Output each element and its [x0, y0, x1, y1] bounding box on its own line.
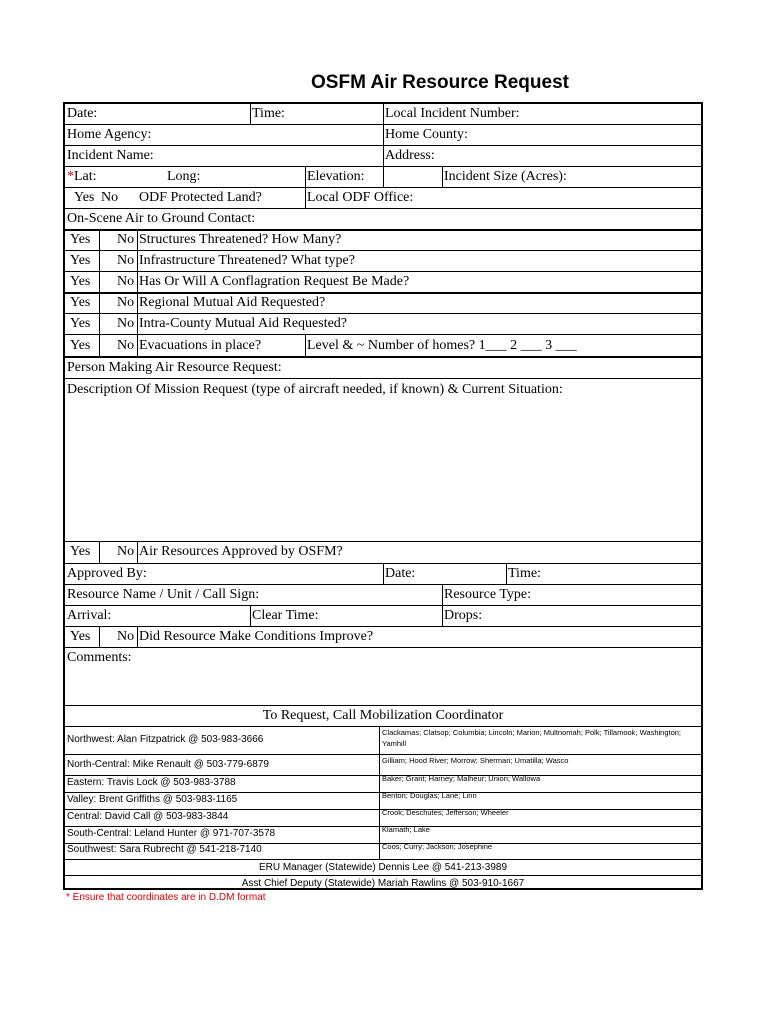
person-making-request-label: Person Making Air Resource Request:	[67, 360, 282, 375]
yes-option[interactable]: Yes	[74, 190, 95, 205]
eru-manager-contact: ERU Manager (Statewide) Dennis Lee @ 541-213-3989	[258, 862, 508, 873]
evacuations-question: Evacuations in place?	[139, 338, 262, 353]
no-option[interactable]: No	[117, 253, 135, 268]
odf-protected-land-label: ODF Protected Land?	[139, 190, 262, 205]
regional-aid-question: Regional Mutual Aid Requested?	[139, 295, 326, 310]
no-option[interactable]: No	[117, 316, 135, 331]
coordinator-heading: To Request, Call Mobilization Coordinator	[262, 708, 504, 723]
date-label: Date:	[67, 106, 98, 121]
yes-option[interactable]: Yes	[70, 338, 91, 353]
air-resources-approved-label: Air Resources Approved by OSFM?	[139, 544, 343, 559]
yes-option[interactable]: Yes	[70, 629, 91, 644]
counties-northwest: Clackamas; Clatsop; Columbia; Lincoln; Marion; Multnomah; Polk; Tillamook; Washington; Yamhill	[382, 728, 682, 748]
no-option[interactable]: No	[117, 295, 135, 310]
no-option[interactable]: No	[117, 338, 135, 353]
address-label: Address:	[385, 148, 435, 163]
approved-date-label: Date:	[385, 566, 416, 581]
no-option[interactable]: No	[117, 232, 135, 247]
mission-description-label: Description Of Mission Request (type of aircraft needed, if known) & Current Situation:	[67, 382, 563, 397]
arrival-label: Arrival:	[67, 608, 112, 623]
contact-northwest: Northwest: Alan Fitzpatrick @ 503-983-3666	[67, 734, 264, 745]
clear-time-label: Clear Time:	[252, 608, 319, 623]
incident-size-label: Incident Size (Acres):	[444, 169, 567, 184]
conflagration-question: Has Or Will A Conflagration Request Be Made?	[139, 274, 410, 289]
contact-eastern: Eastern: Travis Lock @ 503-983-3788	[67, 777, 236, 788]
evacuation-level-question: Level & ~ Number of homes? 1___ 2 ___ 3 ___	[307, 338, 577, 353]
yes-option[interactable]: Yes	[70, 232, 91, 247]
page-title: OSFM Air Resource Request	[311, 72, 569, 93]
required-star: *	[67, 169, 74, 184]
counties-valley: Benton; Douglas; Lane; Linn	[382, 791, 477, 800]
counties-southwest: Coos; Curry; Jackson; Josephine	[382, 842, 493, 851]
counties-north-central: Gilliam; Hood River; Morrow; Sherman; Umatilla; Wasco	[382, 756, 569, 765]
incident-name-label: Incident Name:	[67, 148, 154, 163]
intra-county-aid-question: Intra-County Mutual Aid Requested?	[139, 316, 348, 331]
yes-option[interactable]: Yes	[70, 253, 91, 268]
yes-option[interactable]: Yes	[70, 544, 91, 559]
contact-valley: Valley: Brent Griffiths @ 503-983-1165	[67, 794, 238, 805]
contact-southwest: Southwest: Sara Rubrecht @ 541-218-7140	[67, 844, 262, 855]
yes-option[interactable]: Yes	[70, 316, 91, 331]
resource-name-label: Resource Name / Unit / Call Sign:	[67, 587, 260, 602]
contact-south-central: South-Central: Leland Hunter @ 971-707-3578	[67, 828, 276, 839]
no-option[interactable]: No	[117, 274, 135, 289]
time-label: Time:	[252, 106, 285, 121]
local-odf-office-label: Local ODF Office:	[307, 190, 414, 205]
asst-chief-contact: Asst Chief Deputy (Statewide) Mariah Rawlins @ 503-910-1667	[241, 878, 525, 889]
approved-time-label: Time:	[508, 566, 541, 581]
comments-label: Comments:	[67, 650, 132, 665]
drops-label: Drops:	[444, 608, 483, 623]
elevation-label: Elevation:	[307, 169, 365, 184]
contact-central: Central: David Call @ 503-983-3844	[67, 811, 229, 822]
infrastructure-question: Infrastructure Threatened? What type?	[139, 253, 355, 268]
home-agency-label: Home Agency:	[67, 127, 152, 142]
approved-by-label: Approved By:	[67, 566, 147, 581]
no-option[interactable]: No	[117, 544, 135, 559]
counties-central: Crook; Deschutes; Jefferson; Wheeler	[382, 808, 509, 817]
no-option[interactable]: No	[101, 190, 119, 205]
yes-option[interactable]: Yes	[70, 295, 91, 310]
lat-label: *Lat:	[67, 169, 97, 184]
long-label: Long:	[167, 169, 201, 184]
no-option[interactable]: No	[117, 629, 135, 644]
coordinate-format-note: * Ensure that coordinates are in D.DM format	[66, 892, 266, 903]
yes-option[interactable]: Yes	[70, 274, 91, 289]
request-form	[63, 102, 703, 890]
counties-south-central: Klamath; Lake	[382, 825, 430, 834]
local-incident-number-label: Local Incident Number:	[385, 106, 520, 121]
counties-eastern: Baker; Grant; Harney; Malheur; Union; Wallowa	[382, 774, 541, 783]
on-scene-contact-label: On-Scene Air to Ground Contact:	[67, 211, 256, 226]
resource-type-label: Resource Type:	[444, 587, 532, 602]
contact-north-central: North-Central: Mike Renault @ 503-779-6879	[67, 759, 269, 770]
home-county-label: Home County:	[385, 127, 468, 142]
conditions-improve-label: Did Resource Make Conditions Improve?	[139, 629, 374, 644]
structures-question: Structures Threatened? How Many?	[139, 232, 342, 247]
